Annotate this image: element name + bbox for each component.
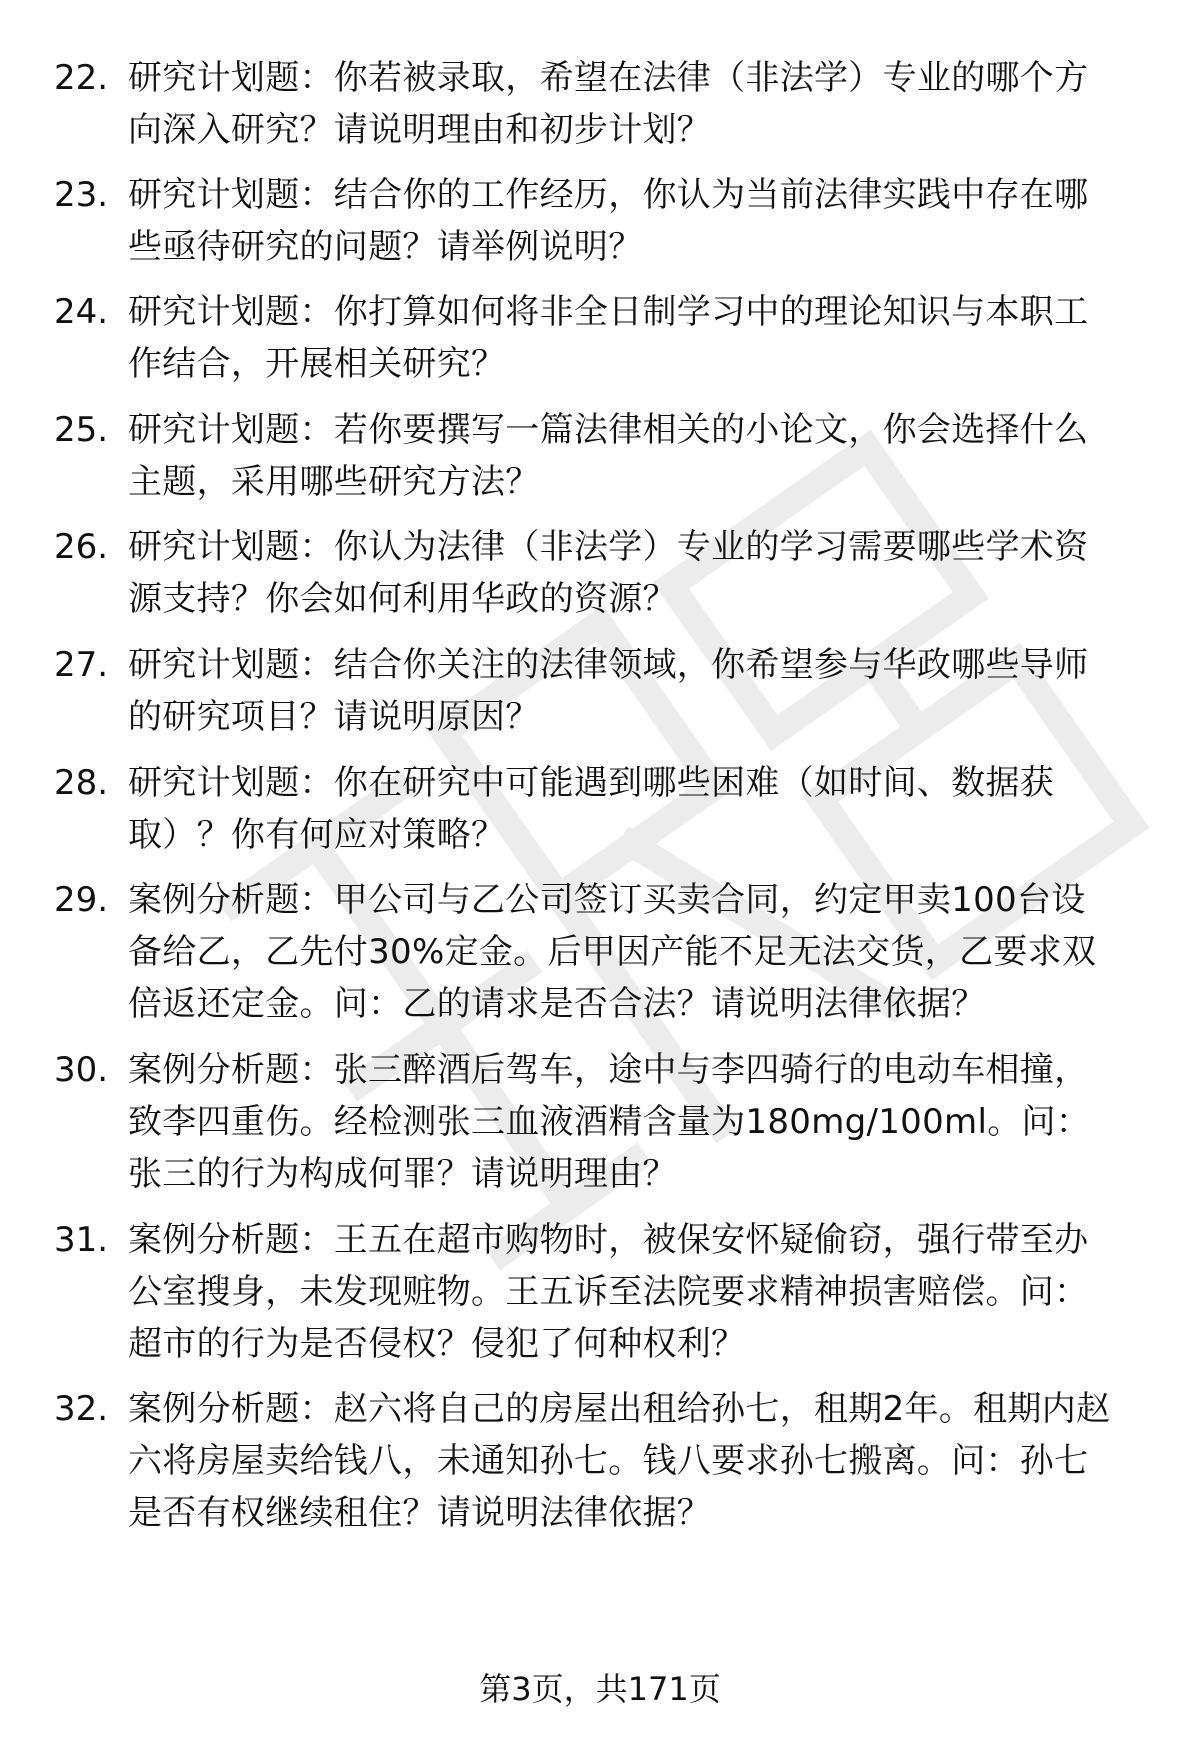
question-text-line: 致李四重伤。经检测张三血液酒精含量为180mg/100ml。问： bbox=[128, 1102, 1091, 1142]
question-text bbox=[128, 757, 1168, 861]
question-text-line: 研究计划题：你若被录取，希望在法律（非法学）专业的哪个方 bbox=[128, 58, 1089, 98]
question-text bbox=[128, 639, 1168, 743]
question-number: 22. bbox=[54, 58, 109, 98]
question-text-line: 公室搜身，未发现赃物。王五诉至法院要求精神损害赔偿。问： bbox=[128, 1272, 1089, 1312]
question-text-line: 研究计划题：你打算如何将非全日制学习中的理论知识与本职工 bbox=[128, 292, 1089, 332]
question-text-line: 是否有权继续租住？请说明法律依据？ bbox=[128, 1493, 712, 1533]
question-text-line: 源支持？你会如何利用华政的资源？ bbox=[128, 579, 677, 619]
question-number: 32. bbox=[54, 1389, 109, 1429]
question-text bbox=[128, 404, 1168, 508]
question-text bbox=[128, 874, 1168, 1030]
question-text-line: 倍返还定金。问：乙的请求是否合法？请说明法律依据？ bbox=[128, 984, 986, 1024]
question-text-line: 研究计划题：若你要撰写一篇法律相关的小论文，你会选择什么 bbox=[128, 410, 1089, 450]
question-text-line: 超市的行为是否侵权？侵犯了何种权利？ bbox=[128, 1324, 746, 1364]
question-number: 31. bbox=[54, 1220, 109, 1260]
question-text-line: 案例分析题：张三醉酒后驾车，途中与李四骑行的电动车相撞， bbox=[128, 1050, 1089, 1090]
question-number: 27. bbox=[54, 645, 109, 685]
question-text-line: 六将房屋卖给钱八，未通知孙七。钱八要求孙七搬离。问：孙七 bbox=[128, 1441, 1089, 1481]
question-text bbox=[128, 52, 1168, 156]
question-text-line: 作结合，开展相关研究？ bbox=[128, 344, 506, 384]
question-text bbox=[128, 521, 1168, 625]
question-text bbox=[128, 1214, 1168, 1370]
question-number: 23. bbox=[54, 175, 109, 215]
question-text bbox=[128, 286, 1168, 390]
question-text-line: 的研究项目？请说明原因？ bbox=[128, 697, 540, 737]
question-text-line: 张三的行为构成何罪？请说明理由？ bbox=[128, 1154, 677, 1194]
question-text-line: 研究计划题：结合你关注的法律领域，你希望参与华政哪些导师 bbox=[128, 645, 1089, 685]
question-number: 26. bbox=[54, 527, 109, 567]
question-number: 30. bbox=[54, 1050, 109, 1090]
question-text-line: 主题，采用哪些研究方法？ bbox=[128, 462, 540, 502]
question-text-line: 研究计划题：你在研究中可能遇到哪些困难（如时间、数据获 bbox=[128, 763, 1055, 803]
question-text bbox=[128, 169, 1168, 273]
question-text-line: 案例分析题：王五在超市购物时，被保安怀疑偷窃，强行带至办 bbox=[128, 1220, 1089, 1260]
question-number: 25. bbox=[54, 410, 109, 450]
question-text-line: 些亟待研究的问题？请举例说明？ bbox=[128, 227, 643, 267]
question-number: 28. bbox=[54, 763, 109, 803]
question-text-line: 案例分析题：赵六将自己的房屋出租给孙七，租期2年。租期内赵 bbox=[128, 1389, 1111, 1429]
question-text-line: 向深入研究？请说明理由和初步计划？ bbox=[128, 110, 712, 150]
question-text-line: 案例分析题：甲公司与乙公司签订买卖合同，约定甲卖100台设 bbox=[128, 880, 1086, 920]
question-text bbox=[128, 1383, 1168, 1539]
question-number: 29. bbox=[54, 880, 109, 920]
page-number: 第3页，共171页 bbox=[479, 1670, 721, 1708]
question-text bbox=[128, 1044, 1168, 1200]
question-text-line: 研究计划题：你认为法律（非法学）专业的学习需要哪些学术资 bbox=[128, 527, 1089, 567]
question-number: 24. bbox=[54, 292, 109, 332]
question-text-line: 研究计划题：结合你的工作经历，你认为当前法律实践中存在哪 bbox=[128, 175, 1089, 215]
question-text-line: 备给乙，乙先付30%定金。后甲因产能不足无法交货，乙要求双 bbox=[128, 932, 1097, 972]
question-text-line: 取）？你有何应对策略？ bbox=[128, 815, 506, 855]
